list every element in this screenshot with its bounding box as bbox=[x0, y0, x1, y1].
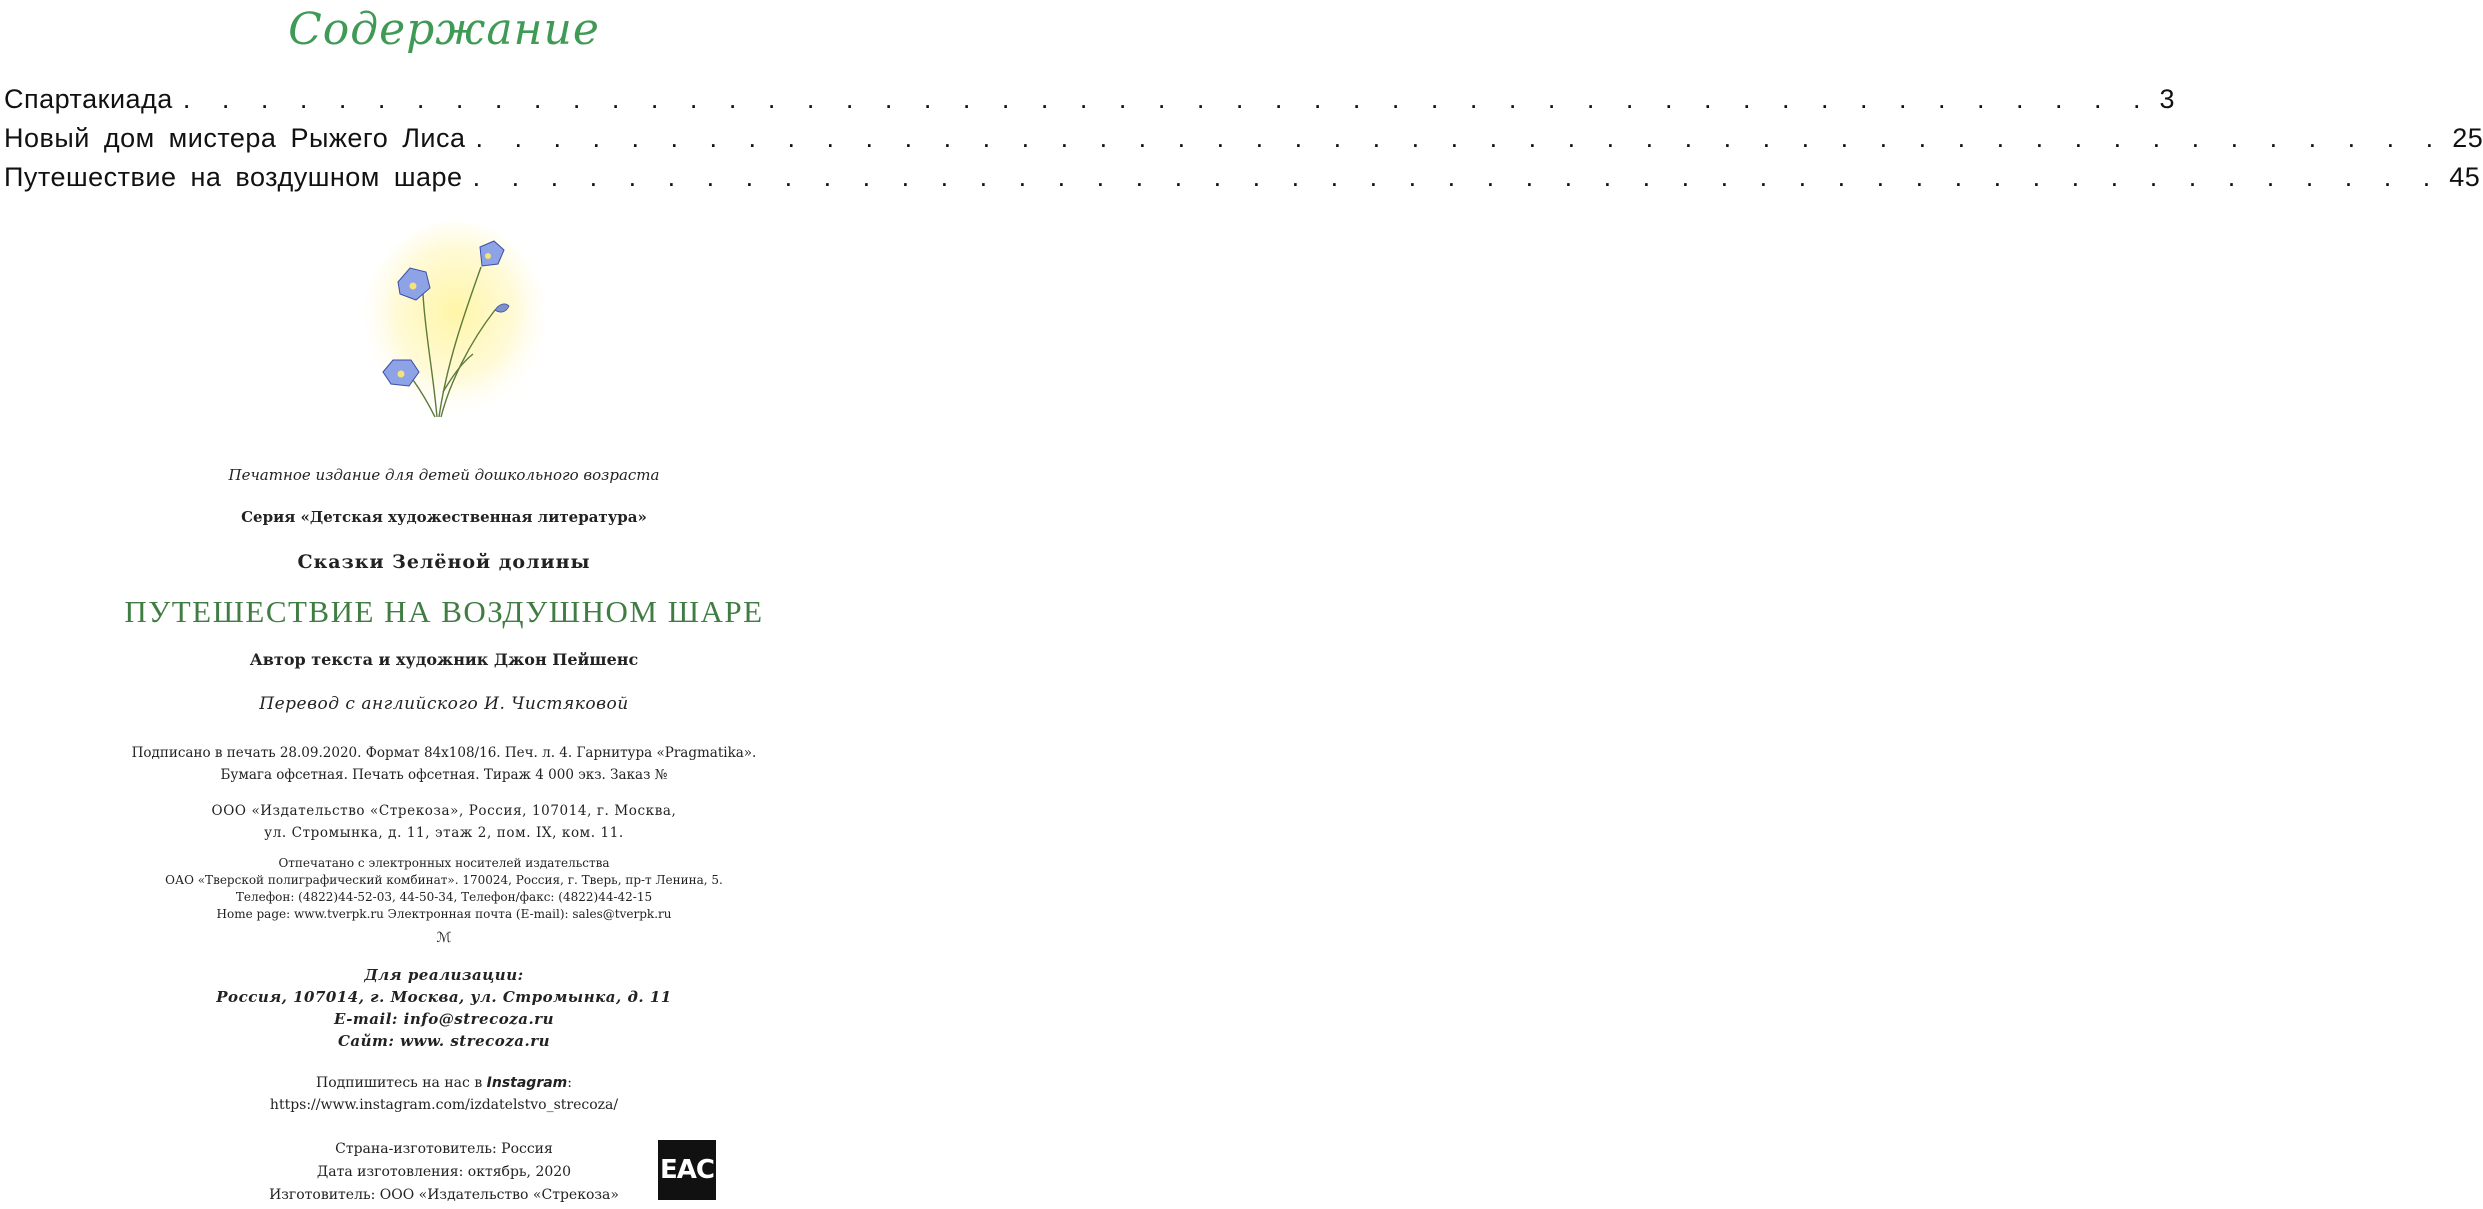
eac-certification-mark: EAC bbox=[658, 1140, 716, 1200]
origin-manufacturer: Изготовитель: ООО «Издательство «Стрекоза» bbox=[269, 1187, 619, 1203]
publisher-line: ООО «Издательство «Стрекоза», Россия, 107014, г. Москва, bbox=[211, 803, 677, 819]
toc-leader-dots: . . . . . . . . . . . . . . . . . . . . . . . . . . . . . . . . . . . . . . . . . . . . . . . . . . . bbox=[472, 162, 2440, 192]
manufacturer-info bbox=[0, 1138, 888, 1207]
printer-line: ОАО «Тверской полиграфический комбинат». 170024, Россия, г. Тверь, пр-т Ленина, 5. bbox=[165, 873, 723, 887]
toc-entry[interactable] bbox=[4, 123, 2483, 159]
instagram-block bbox=[0, 1072, 888, 1116]
collection-title: Сказки Зелёной долины bbox=[297, 551, 591, 573]
toc-entry-title: Новый дом мистера Рыжего Лиса bbox=[4, 123, 466, 153]
printer-line: Отпечатано с электронных носителей издательства bbox=[278, 856, 610, 870]
publisher-address bbox=[0, 800, 888, 844]
sales-website: Сайт: www. strecoza.ru bbox=[337, 1032, 551, 1050]
toc-entry[interactable] bbox=[4, 84, 2176, 120]
toc-entry-page: 25 bbox=[2452, 123, 2483, 153]
book-title: ПУТЕШЕСТВИЕ НА ВОЗДУШНОМ ШАРЕ bbox=[124, 594, 764, 629]
origin-country: Страна-изготовитель: Россия bbox=[335, 1141, 553, 1157]
toc-entry[interactable] bbox=[4, 162, 2481, 198]
toc-entry-page: 3 bbox=[2159, 84, 2176, 114]
sales-email: E-mail: info@strecoza.ru bbox=[334, 1010, 554, 1028]
toc-leader-dots: . . . . . . . . . . . . . . . . . . . . . . . . . . . . . . . . . . . . . . . . . . . . . . . . . . . bbox=[182, 84, 2150, 114]
printer-line: Home page: www.tverpk.ru Электронная почта (E-mail): sales@tverpk.ru bbox=[216, 907, 672, 921]
toc-entry-title: Спартакиада bbox=[4, 84, 173, 114]
toc-leader-dots: . . . . . . . . . . . . . . . . . . . . . . . . . . . . . . . . . . . . . . . . . . . . . . . . . . . bbox=[475, 123, 2443, 153]
sales-address: Россия, 107014, г. Москва, ул. Стромынка, д. 11 bbox=[216, 988, 672, 1006]
specs-line: Бумага офсетная. Печать офсетная. Тираж 4 000 экз. Заказ № bbox=[220, 767, 668, 783]
print-specs bbox=[0, 742, 888, 786]
series-line: Серия «Детская художественная литература» bbox=[241, 508, 647, 526]
specs-line: Подписано в печать 28.09.2020. Формат 84х108/16. Печ. л. 4. Гарнитура «Pragmatika». bbox=[131, 745, 757, 761]
sales-heading: Для реализации: bbox=[364, 966, 524, 984]
flax-flower-illustration bbox=[355, 222, 545, 432]
contents-title: Содержание bbox=[288, 4, 600, 55]
printer-logo-mark: ℳ bbox=[436, 930, 452, 946]
printer-line: Телефон: (4822)44-52-03, 44-50-34, Телефон/факс: (4822)44-42-15 bbox=[235, 890, 653, 904]
instagram-callout: Подпишитесь на нас в Instagram: bbox=[316, 1075, 572, 1091]
toc-entry-page: 45 bbox=[2449, 162, 2481, 192]
sales-contacts bbox=[0, 964, 888, 1052]
print-note: Печатное издание для детей дошкольного возраста bbox=[228, 466, 660, 484]
instagram-brand: Instagram bbox=[486, 1075, 568, 1091]
origin-date: Дата изготовления: октябрь, 2020 bbox=[316, 1164, 572, 1180]
printer-info bbox=[0, 855, 888, 923]
toc-entry-title: Путешествие на воздушном шаре bbox=[4, 162, 463, 192]
instagram-link[interactable]: https://www.instagram.com/izdatelstvo_strecoza/ bbox=[269, 1097, 619, 1113]
author-line: Автор текста и художник Джон Пейшенс bbox=[249, 650, 639, 669]
publisher-line: ул. Стромынка, д. 11, этаж 2, пом. IX, ком. 11. bbox=[264, 825, 624, 841]
translator-line: Перевод с английского И. Чистяковой bbox=[259, 694, 629, 714]
